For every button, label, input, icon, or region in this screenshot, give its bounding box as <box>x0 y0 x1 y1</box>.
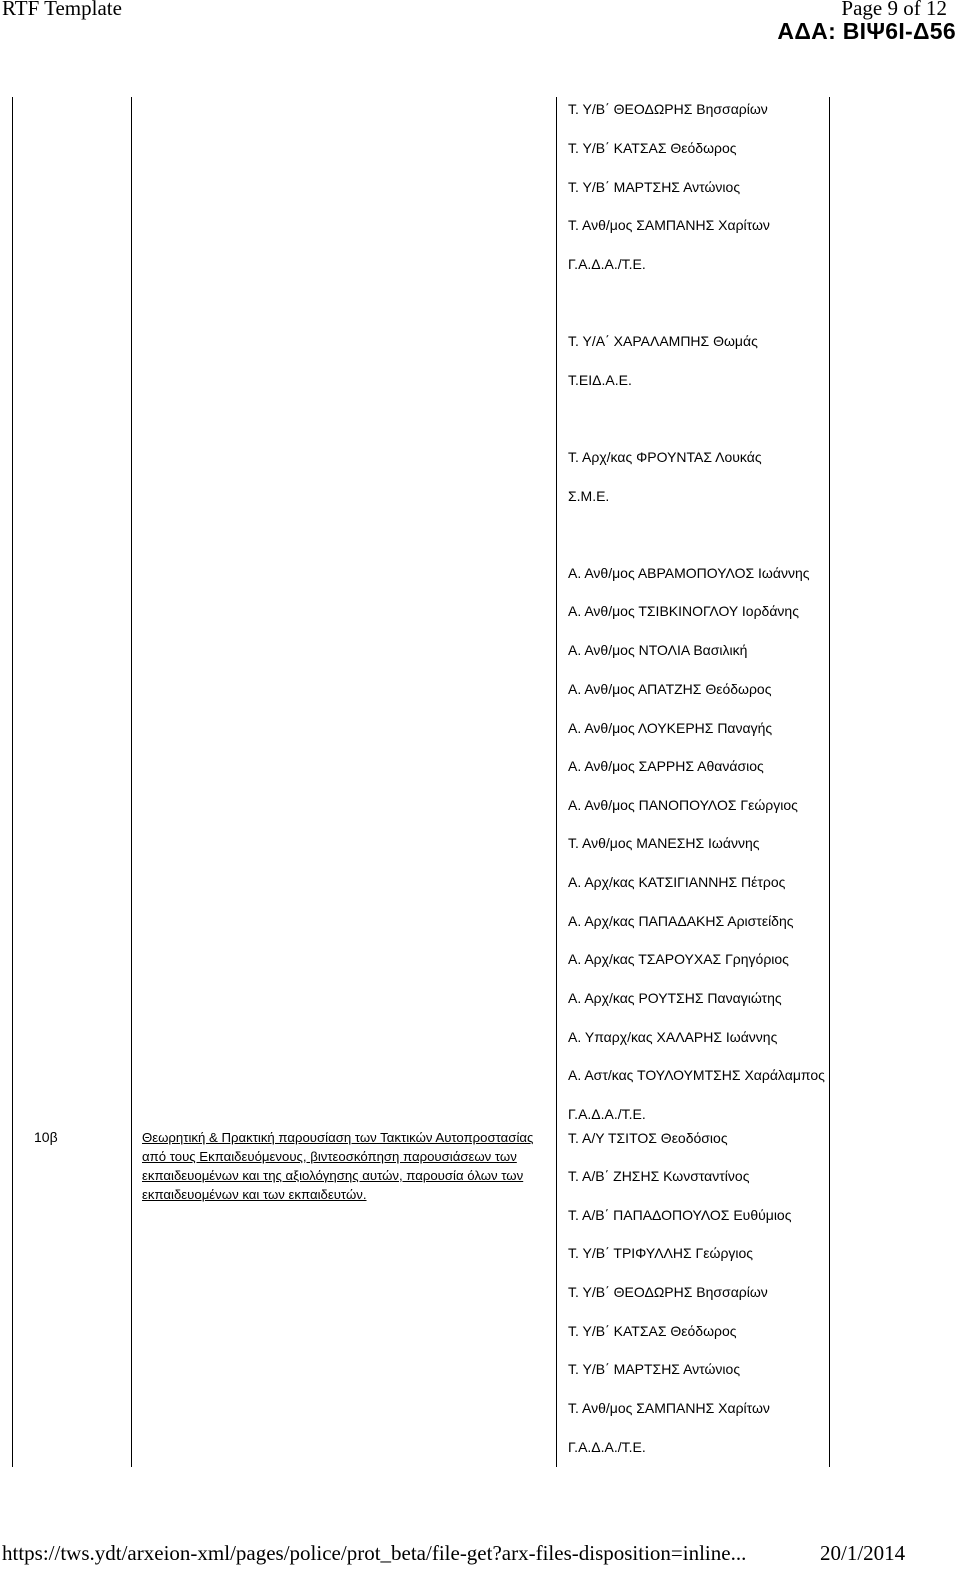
list-item: Τ. Α/Β΄ ΠΑΠΑΔΟΠΟΥΛΟΣ Ευθύμιος <box>568 1207 792 1223</box>
table-divider-2 <box>556 97 557 1467</box>
list-item: Τ. Ανθ/μος ΣΑΜΠΑΝΗΣ Χαρίτων <box>568 1400 770 1416</box>
header-title: RTF Template <box>2 0 122 20</box>
list-item: Α. Αρχ/κας ΚΑΤΣΙΓΙΑΝΝΗΣ Πέτρος <box>568 874 786 890</box>
list-item: Τ. Υ/Β΄ ΤΡΙΦΥΛΛΗΣ Γεώργιος <box>568 1245 754 1261</box>
list-item: Α. Ανθ/μος ΝΤΟΛΙΑ Βασιλική <box>568 642 748 658</box>
list-item: Α. Αρχ/κας ΤΣΑΡΟΥΧΑΣ Γρηγόριος <box>568 951 789 967</box>
list-item: Α. Ανθ/μος ΛΟΥΚΕΡΗΣ Παναγής <box>568 720 773 736</box>
section-label: Γ.Α.Δ.Α./Τ.Ε. <box>568 1106 646 1122</box>
list-item: Τ. Α/Β΄ ΖΗΣΗΣ Κωνσταντίνος <box>568 1168 750 1184</box>
row-id: 10β <box>34 1129 58 1145</box>
section-label: Σ.Μ.Ε. <box>568 488 610 504</box>
list-item: Α. Αστ/κας ΤΟΥΛΟΥΜΤΣΗΣ Χαράλαμπος <box>568 1067 825 1083</box>
section-label: Γ.Α.Δ.Α./Τ.Ε. <box>568 256 646 272</box>
list-item: Τ. Αρχ/κας ΦΡΟΥΝΤΑΣ Λουκάς <box>568 449 762 465</box>
list-item: Τ. Υ/Α΄ ΧΑΡΑΛΑΜΠΗΣ Θωμάς <box>568 333 758 349</box>
list-item: Τ. Α/Υ ΤΣΙΤΟΣ Θεοδόσιος <box>568 1130 728 1146</box>
list-item: Α. Ανθ/μος ΣΑΡΡΗΣ Αθανάσιος <box>568 758 764 774</box>
list-item: Α. Ανθ/μος ΑΠΑΤΖΗΣ Θεόδωρος <box>568 681 772 697</box>
list-item: Τ. Υ/Β΄ ΜΑΡΤΣΗΣ Αντώνιος <box>568 179 741 195</box>
list-item: Α. Ανθ/μος ΠΑΝΟΠΟΥΛΟΣ Γεώργιος <box>568 797 798 813</box>
page-number: Page 9 of 12 <box>841 0 947 20</box>
list-item: Τ. Υ/Β΄ ΜΑΡΤΣΗΣ Αντώνιος <box>568 1361 741 1377</box>
list-item: Τ. Ανθ/μος ΣΑΜΠΑΝΗΣ Χαρίτων <box>568 217 770 233</box>
list-item: Α. Υπαρχ/κας ΧΑΛΑΡΗΣ Ιωάννης <box>568 1029 778 1045</box>
list-item: Τ. Υ/Β΄ ΚΑΤΣΑΣ Θεόδωρος <box>568 1323 737 1339</box>
section-label: Τ.ΕΙΔ.Α.Ε. <box>568 372 632 388</box>
list-item: Α. Αρχ/κας ΠΑΠΑΔΑΚΗΣ Αριστείδης <box>568 913 794 929</box>
list-item: Τ. Υ/Β΄ ΘΕΟΔΩΡΗΣ Βησσαρίων <box>568 1284 768 1300</box>
row-description: Θεωρητική & Πρακτική παρουσίαση των Τακτικών Αυτοπροστασίας από τους Εκπαιδευόμενους, βιντεοσκόπηση παρουσιάσεων των εκπαιδευομένων και της αξιολόγησης αυτών, παρουσία όλων των εκπαιδευομένων και των εκπαιδευτών. <box>142 1130 534 1202</box>
list-item: Τ. Υ/Β΄ ΘΕΟΔΩΡΗΣ Βησσαρίων <box>568 101 768 117</box>
list-item: Τ. Υ/Β΄ ΚΑΤΣΑΣ Θεόδωρος <box>568 140 737 156</box>
ada-code: ΑΔΑ: ΒΙΨ6Ι-Δ56 <box>777 18 956 44</box>
list-item: Α. Αρχ/κας ΡΟΥΤΣΗΣ Παναγιώτης <box>568 990 782 1006</box>
footer-url: https://tws.ydt/arxeion-xml/pages/police/prot_beta/file-get?arx-files-disposition=inline... <box>2 1541 747 1565</box>
table-divider-1 <box>131 97 132 1467</box>
list-item: Α. Ανθ/μος ΑΒΡΑΜΟΠΟΥΛΟΣ Ιωάννης <box>568 565 810 581</box>
section-label: Γ.Α.Δ.Α./Τ.Ε. <box>568 1439 646 1455</box>
footer-date: 20/1/2014 <box>820 1541 906 1565</box>
table-border-left <box>12 97 13 1467</box>
list-item: Α. Ανθ/μος ΤΣΙΒΚΙΝΟΓΛΟΥ Ιορδάνης <box>568 603 799 619</box>
list-item: Τ. Ανθ/μος ΜΑΝΕΣΗΣ Ιωάννης <box>568 835 760 851</box>
table-border-right <box>829 97 830 1467</box>
